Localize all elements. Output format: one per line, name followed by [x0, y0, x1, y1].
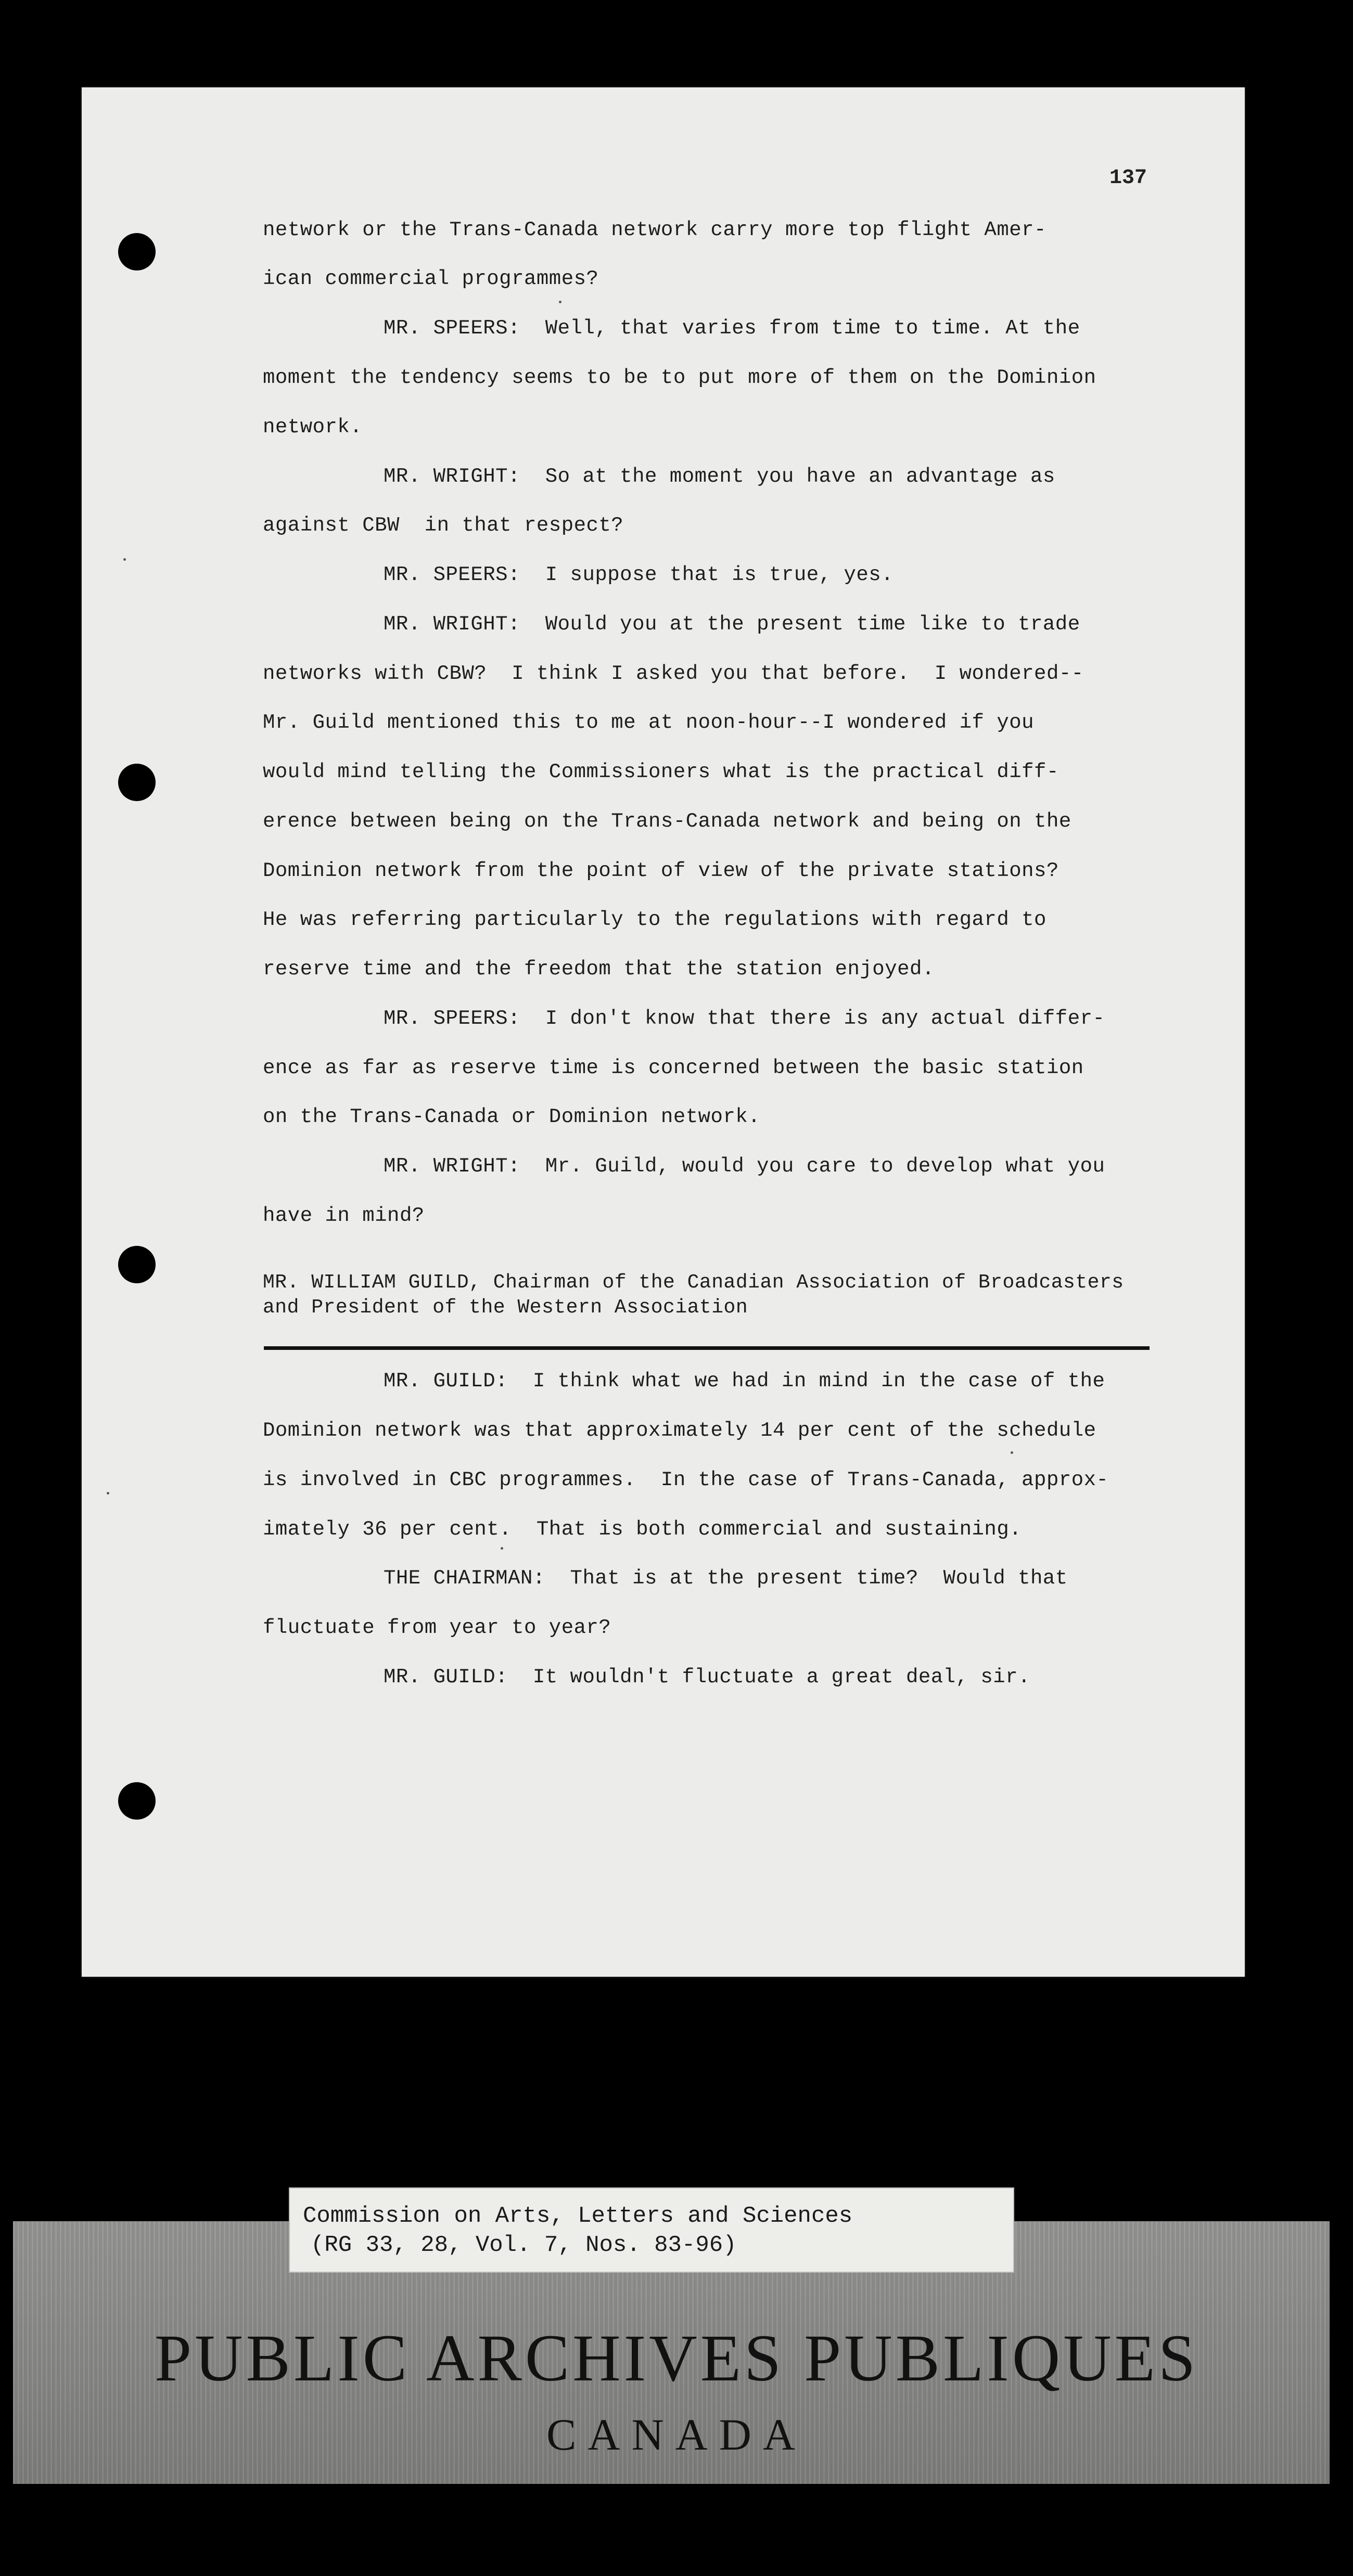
document-page — [82, 87, 1245, 1977]
collection-label-line2: (RG 33, 28, Vol. 7, Nos. 83-96) — [311, 2232, 737, 2258]
collection-label — [289, 2187, 1014, 2273]
punch-hole — [118, 1246, 156, 1283]
text-line: erence between being on the Trans-Canada network and being on the — [263, 810, 1071, 833]
archive-stamp-title: PUBLIC ARCHIVES PUBLIQUES — [154, 2321, 1199, 2395]
text-line: He was referring particularly to the regulations with regard to — [263, 908, 1046, 931]
text-line: reserve time and the freedom that the station enjoyed. — [263, 958, 935, 981]
text-line: fluctuate from year to year? — [263, 1616, 611, 1639]
text-line: Mr. Guild mentioned this to me at noon-hour--I wondered if you — [263, 711, 1035, 734]
text-line: networks with CBW? I think I asked you that before. I wondered-- — [263, 662, 1084, 685]
punch-hole — [118, 764, 156, 801]
archive-stamp-subtitle: CANADA — [546, 2410, 807, 2459]
text-line: on the Trans-Canada or Dominion network. — [263, 1105, 761, 1128]
text-line: is involved in CBC programmes. In the case of Trans-Canada, approx- — [263, 1469, 1109, 1491]
page-number: 137 — [1109, 166, 1147, 190]
witness-heading: MR. WILLIAM GUILD, Chairman of the Canadian Association of Broadcasters — [263, 1271, 1124, 1294]
speaker-line: MR. SPEERS: Well, that varies from time to time. At the — [384, 317, 1080, 340]
speaker-line: MR. GUILD: It wouldn't fluctuate a great deal, sir. — [384, 1666, 1030, 1689]
divider-rule — [264, 1346, 1150, 1350]
speaker-line: MR. SPEERS: I suppose that is true, yes. — [384, 563, 894, 586]
text-line: against CBW in that respect? — [263, 514, 624, 537]
text-line: Dominion network from the point of view of the private stations? — [263, 859, 1059, 882]
text-line: would mind telling the Commissioners what is the practical diff- — [263, 761, 1059, 783]
punch-hole — [118, 1782, 156, 1820]
speck — [559, 301, 561, 303]
witness-heading: and President of the Western Association — [263, 1296, 748, 1319]
text-line: Dominion network was that approximately 14 per cent of the schedule — [263, 1419, 1096, 1442]
speaker-line: MR. WRIGHT: Mr. Guild, would you care to develop what you — [384, 1155, 1105, 1178]
text-line: imately 36 per cent. That is both commercial and sustaining. — [263, 1518, 1022, 1541]
punch-hole — [118, 233, 156, 271]
speaker-line: MR. WRIGHT: Would you at the present time like to trade — [384, 613, 1080, 636]
speck — [123, 558, 126, 561]
speaker-line: MR. GUILD: I think what we had in mind in the case of the — [384, 1370, 1105, 1393]
speck — [107, 1492, 109, 1495]
collection-label-line1: Commission on Arts, Letters and Sciences — [303, 2203, 853, 2229]
text-line: ican commercial programmes? — [263, 267, 599, 290]
speaker-line: MR. SPEERS: I don't know that there is any actual differ- — [384, 1007, 1105, 1030]
text-line: ence as far as reserve time is concerned between the basic station — [263, 1057, 1084, 1079]
speck — [1011, 1451, 1013, 1454]
text-line: network. — [263, 416, 363, 439]
text-line: have in mind? — [263, 1204, 425, 1227]
speck — [501, 1547, 503, 1550]
text-line: network or the Trans-Canada network carry more top flight Amer- — [263, 218, 1046, 241]
text-line: moment the tendency seems to be to put more of them on the Dominion — [263, 366, 1096, 389]
speaker-line: MR. WRIGHT: So at the moment you have an advantage as — [384, 465, 1055, 488]
speaker-line: THE CHAIRMAN: That is at the present time? Would that — [384, 1567, 1068, 1590]
